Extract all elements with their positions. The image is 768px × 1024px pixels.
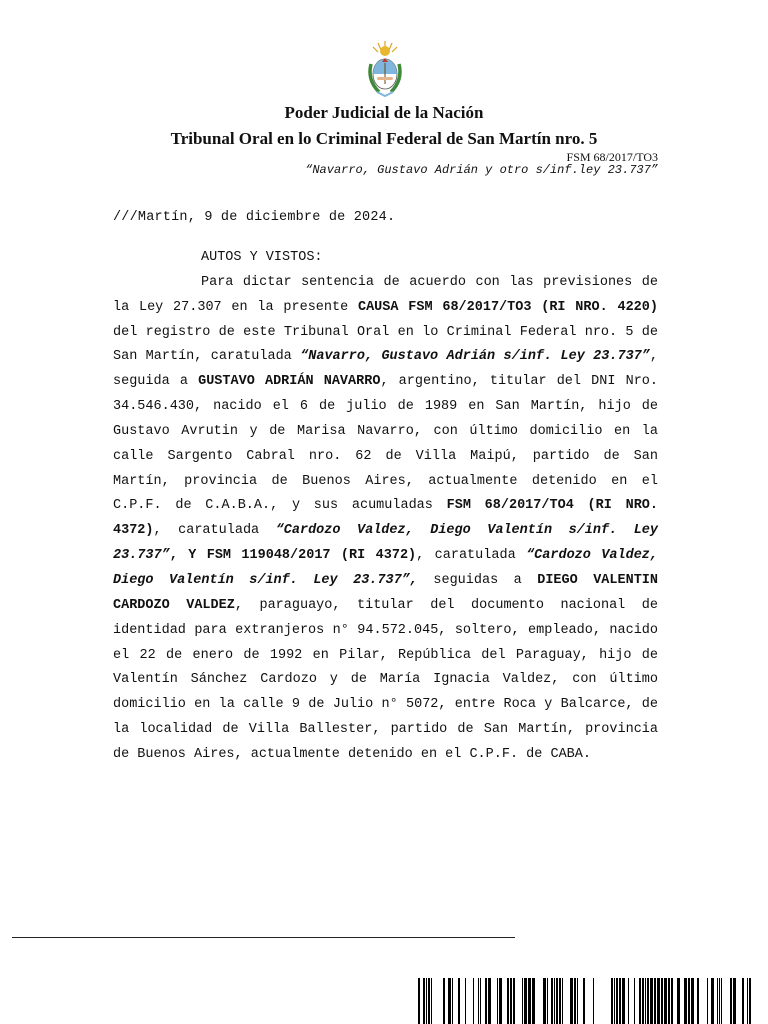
- barcode-bar: [742, 978, 744, 1024]
- barcode-bar: [574, 978, 576, 1024]
- case-title: “Navarro, Gustavo Adrián s/inf. Ley 23.737”: [300, 349, 650, 365]
- barcode-bar: [478, 978, 479, 1024]
- text-run: seguidas a: [417, 572, 538, 588]
- barcode-bar: [697, 978, 699, 1024]
- text-run: , caratulada: [416, 548, 527, 564]
- text-run: , argentino, titular del DNI Nro. 34.546.430, nacido el 6 de julio de 1989 en San Martín, hijo de Gustavo Avrutin y de Marisa Navarro, con último domicilio en la calle Sargento Cabral nro. 62 de Villa Maipú, partido de San Martín, provincia de Buenos Aires, actualmente detenido en el C.P.F. de C.A.B.A., y sus acumuladas: [113, 374, 659, 514]
- case-caption: “Navarro, Gustavo Adrián y otro s/inf.ley 23.737”: [305, 163, 658, 177]
- date-line: ///Martín, 9 de diciembre de 2024.: [113, 210, 396, 225]
- barcode-bar: [547, 978, 548, 1024]
- barcode-bar: [749, 978, 751, 1024]
- barcode-bar: [634, 978, 635, 1024]
- barcode-bar: [423, 978, 425, 1024]
- barcode-bar: [691, 978, 694, 1024]
- barcode-bar: [616, 978, 618, 1024]
- main-paragraph: [113, 271, 658, 768]
- case-title: “Cardozo Valdez, Diego Valentín s/inf. Ley 23.737”,: [113, 548, 658, 588]
- tribunal-name: Tribunal Oral en lo Criminal Federal de San Martín nro. 5: [170, 129, 598, 148]
- barcode-bar: [642, 978, 644, 1024]
- barcode-bar: [733, 978, 736, 1024]
- case-code: FSM 68/2017/TO3: [566, 150, 658, 164]
- barcode-bar: [570, 978, 573, 1024]
- defendant-name: GUSTAVO ADRIÁN NAVARRO: [198, 374, 381, 390]
- barcode-bar: [707, 978, 708, 1024]
- barcode-bar: [532, 978, 535, 1024]
- barcode-bar: [485, 978, 487, 1024]
- barcode-bar: [747, 978, 748, 1024]
- barcode-bar: [510, 978, 512, 1024]
- barcode-bar: [543, 978, 546, 1024]
- text-run: del registro de este Tribunal Oral en lo Criminal Federal nro. 5 de San Martín, caratulada: [113, 324, 658, 365]
- barcode-bar: [668, 978, 670, 1024]
- barcode-bar: [448, 978, 451, 1024]
- barcode-bar: [431, 978, 432, 1024]
- barcode-bar: [611, 978, 613, 1024]
- barcode-bar: [730, 978, 732, 1024]
- barcode-bar: [428, 978, 430, 1024]
- case-title: “Cardozo Valdez, Diego Valentín s/inf. Ley 23.737”: [113, 523, 658, 564]
- barcode-bar: [554, 978, 555, 1024]
- barcode-bar: [556, 978, 558, 1024]
- barcode-bar: [559, 978, 561, 1024]
- barcode-bar: [671, 978, 673, 1024]
- barcode-bar: [528, 978, 531, 1024]
- case-number: FSM 68/2017/TO4 (RI NRO. 4372): [113, 498, 658, 539]
- case-number: , Y FSM 119048/2017 (RI 4372): [169, 548, 417, 564]
- section-heading: AUTOS Y VISTOS:: [201, 250, 323, 265]
- barcode-bar: [628, 978, 629, 1024]
- case-number: CAUSA FSM 68/2017/TO3 (RI NRO. 4220): [357, 299, 658, 315]
- barcode-bar: [645, 978, 646, 1024]
- court-name: Poder Judicial de la Nación: [284, 103, 484, 122]
- barcode-bar: [513, 978, 515, 1024]
- barcode-bar: [661, 978, 663, 1024]
- text-run: , paraguayo, titular del documento nacional de identidad para extranjeros n° 94.572.045, soltero, empleado, nacido el 22 de enero de 1992 en Pilar, República del Paraguay, hijo de Valentín Sánchez Cardozo y de María Ignacia Valdez, con último domicilio en la calle 9 de Julio n° 5072, entre Roca y Balcarce, de la localidad de Villa Ballester, partido de San Martín, provincia de Buenos Aires, actualmente detenido en el C.P.F. de CABA.: [113, 597, 658, 762]
- barcode-bar: [465, 978, 466, 1024]
- barcode-bar: [654, 978, 656, 1024]
- barcode-bar: [721, 978, 722, 1024]
- barcode-bar: [583, 978, 585, 1024]
- barcode-bar: [647, 978, 649, 1024]
- barcode-bar: [524, 978, 527, 1024]
- barcode-bar: [458, 978, 460, 1024]
- barcode-bar: [499, 978, 502, 1024]
- barcode-bar: [593, 978, 594, 1024]
- barcode-bar: [452, 978, 453, 1024]
- document-body: [113, 246, 658, 768]
- barcode-bar: [688, 978, 690, 1024]
- barcode-bar: [507, 978, 509, 1024]
- barcode-bar: [577, 978, 578, 1024]
- barcode-bar: [684, 978, 687, 1024]
- barcode-bar: [650, 978, 653, 1024]
- argentina-coat-of-arms-icon: [365, 40, 405, 98]
- barcode-bar: [551, 978, 553, 1024]
- barcode-bar: [443, 978, 445, 1024]
- footer-divider: [12, 937, 515, 938]
- text-run: Para dictar sentencia de acuerdo con las previsiones de la Ley 27.307 en la presente: [113, 274, 658, 315]
- barcode-bar: [562, 978, 563, 1024]
- text-run: , caratulada: [153, 523, 276, 539]
- barcode-bar: [677, 978, 680, 1024]
- barcode-bar: [619, 978, 621, 1024]
- barcode-bar: [480, 978, 481, 1024]
- barcode-bar: [473, 978, 474, 1024]
- barcode-bar: [719, 978, 720, 1024]
- barcode-bar: [614, 978, 615, 1024]
- defendant-name: DIEGO VALENTIN CARDOZO VALDEZ: [113, 572, 659, 613]
- text-run: , seguida a: [113, 349, 658, 390]
- barcode-bar: [711, 978, 714, 1024]
- barcode-icon: [418, 978, 763, 1024]
- barcode-bar: [717, 978, 718, 1024]
- barcode-bar: [639, 978, 641, 1024]
- barcode-bar: [657, 978, 660, 1024]
- barcode-bar: [426, 978, 427, 1024]
- barcode-bar: [522, 978, 523, 1024]
- barcode-bar: [497, 978, 498, 1024]
- barcode-bar: [488, 978, 491, 1024]
- barcode-bar: [622, 978, 625, 1024]
- barcode-bar: [418, 978, 420, 1024]
- barcode-bar: [664, 978, 667, 1024]
